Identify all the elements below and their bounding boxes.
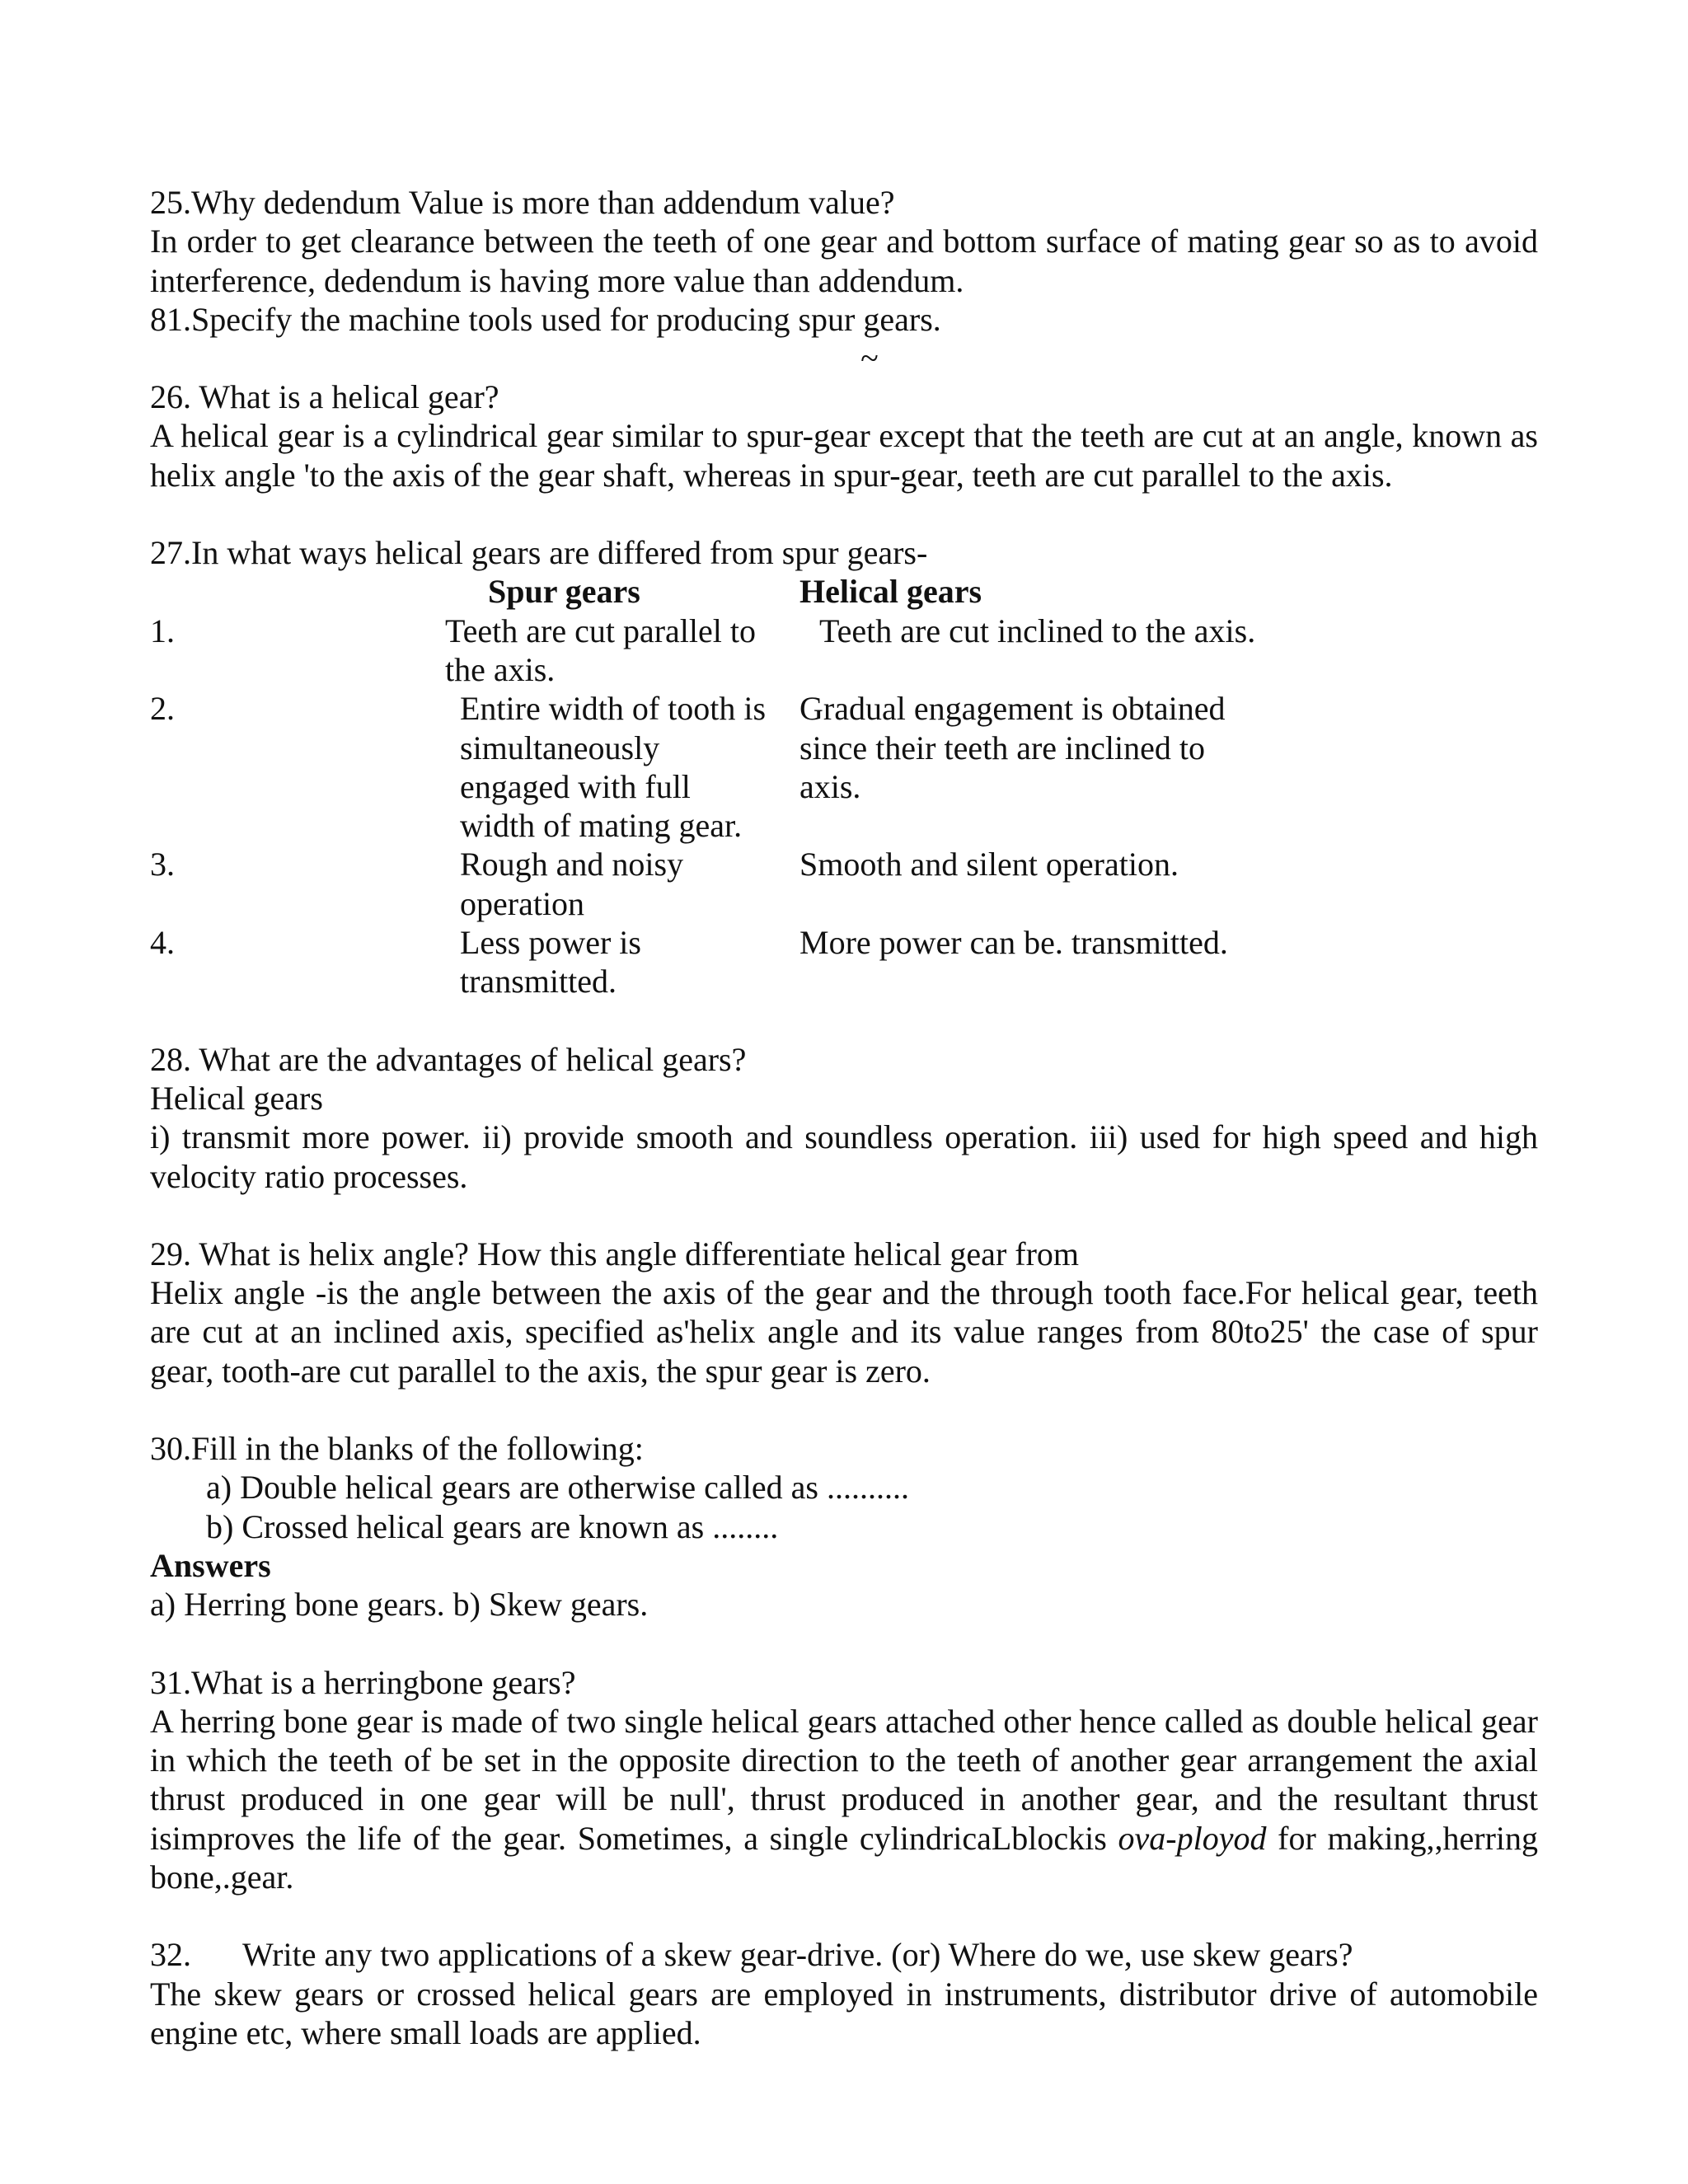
spur-cell: Entire width of tooth is simultaneously engaged with full width of mating gear. — [460, 690, 767, 845]
comparison-row — [150, 923, 1538, 1001]
helical-cell: More power can be. transmitted. — [799, 924, 1228, 962]
helical-cell: Smooth and silent operation. — [799, 846, 1179, 883]
q81-question: 81.Specify the machine tools used for producing spur gears. — [150, 300, 941, 338]
q31-answer-italic: ova-ployod — [1118, 1819, 1267, 1857]
q32-question: Write any two applications of a skew gear-drive. (or) Where do we, use skew gears? — [242, 1936, 1353, 1974]
helical-cell: Teeth are cut inclined to the axis. — [819, 612, 1256, 649]
spur-cell: Teeth are cut parallel to the axis. — [445, 612, 756, 688]
q29-answer: Helix angle -is the angle between the axis of the gear and the through tooth face.For helical gear, teeth are cut at an inclined axis, specified as'helix angle and its value ranges from 80to25' the case of spur gear, tooth-are cut parallel to the axis, the spur gear is zero. — [150, 1274, 1538, 1390]
comparison-row — [150, 612, 1538, 690]
spur-cell: Rough and noisy operation — [460, 846, 684, 922]
q25-question: 25.Why dedendum Value is more than addendum value? — [150, 184, 895, 221]
q28-answer: i) transmit more power. ii) provide smooth and soundless operation. iii) used for high speed and high velocity ratio processes. — [150, 1118, 1538, 1195]
q25-answer: In order to get clearance between the teeth of one gear and bottom surface of mating gear so as to avoid interference, dedendum is having more value than addendum. — [150, 223, 1538, 299]
q30-question: 30.Fill in the blanks of the following: — [150, 1430, 644, 1468]
q31-question: 31.What is a herringbone gears? — [150, 1663, 576, 1701]
header-helical-gears: Helical gears — [799, 573, 982, 611]
comparison-row — [150, 845, 1538, 923]
q27-question: 27.In what ways helical gears are differed from spur gears- — [150, 534, 928, 572]
document-page — [150, 183, 1538, 2052]
q30-blank-b: b) Crossed helical gears are known as ........ — [206, 1507, 779, 1545]
q28-line1: Helical gears — [150, 1079, 323, 1117]
q30-blank-a: a) Double helical gears are otherwise called as .......... — [206, 1469, 909, 1507]
q26-answer: A helical gear is a cylindrical gear similar to spur-gear except that the teeth are cut at an angle, known as helix angle 'to the axis of the gear shaft, whereas in spur-gear, teeth are cut parallel to the axis. — [150, 417, 1538, 494]
q26-question: 26. What is a helical gear? — [150, 378, 499, 416]
comparison-row — [150, 689, 1538, 845]
spur-cell: Less power is transmitted. — [460, 924, 641, 1001]
q32-number: 32. — [150, 1936, 191, 1974]
row-number: 4. — [150, 924, 175, 962]
row-number: 2. — [150, 690, 175, 728]
row-number: 3. — [150, 846, 175, 883]
q30-answers: a) Herring bone gears. b) Skew gears. — [150, 1586, 649, 1624]
q32-answer: The skew gears or crossed helical gears are employed in instruments, distributor drive of automobile engine etc, where small loads are applied. — [150, 1975, 1538, 2051]
answers-heading: Answers — [150, 1546, 271, 1584]
q28-question: 28. What are the advantages of helical gears? — [150, 1040, 747, 1078]
q31-answer-part1: A herring bone gear is made of two single helical gears attached other hence called as double helical gear in which the teeth of be set in the opposite direction to the teeth of another gear arrangement the axial thrust produced in one gear will be null', thrust produced in another gear, and the resultant thrust isimproves the life of the gear. Sometimes, a single cylindricaLblockis — [150, 1702, 1538, 1857]
q29-question: 29. What is helix angle? How this angle differentiate helical gear from — [150, 1235, 1080, 1272]
helical-cell: Gradual engagement is obtained since their teeth are inclined to axis. — [799, 690, 1226, 805]
row-number: 1. — [150, 612, 175, 649]
comparison-header — [150, 572, 1538, 611]
q32-question-line — [150, 1935, 1538, 1974]
q31-answer-part2: for making,,herring bone,.gear. — [150, 1819, 1538, 1896]
tilde-mark: ~ — [860, 340, 879, 377]
header-spur-gears: Spur gears — [488, 573, 640, 611]
q31-answer — [150, 1702, 1538, 1896]
